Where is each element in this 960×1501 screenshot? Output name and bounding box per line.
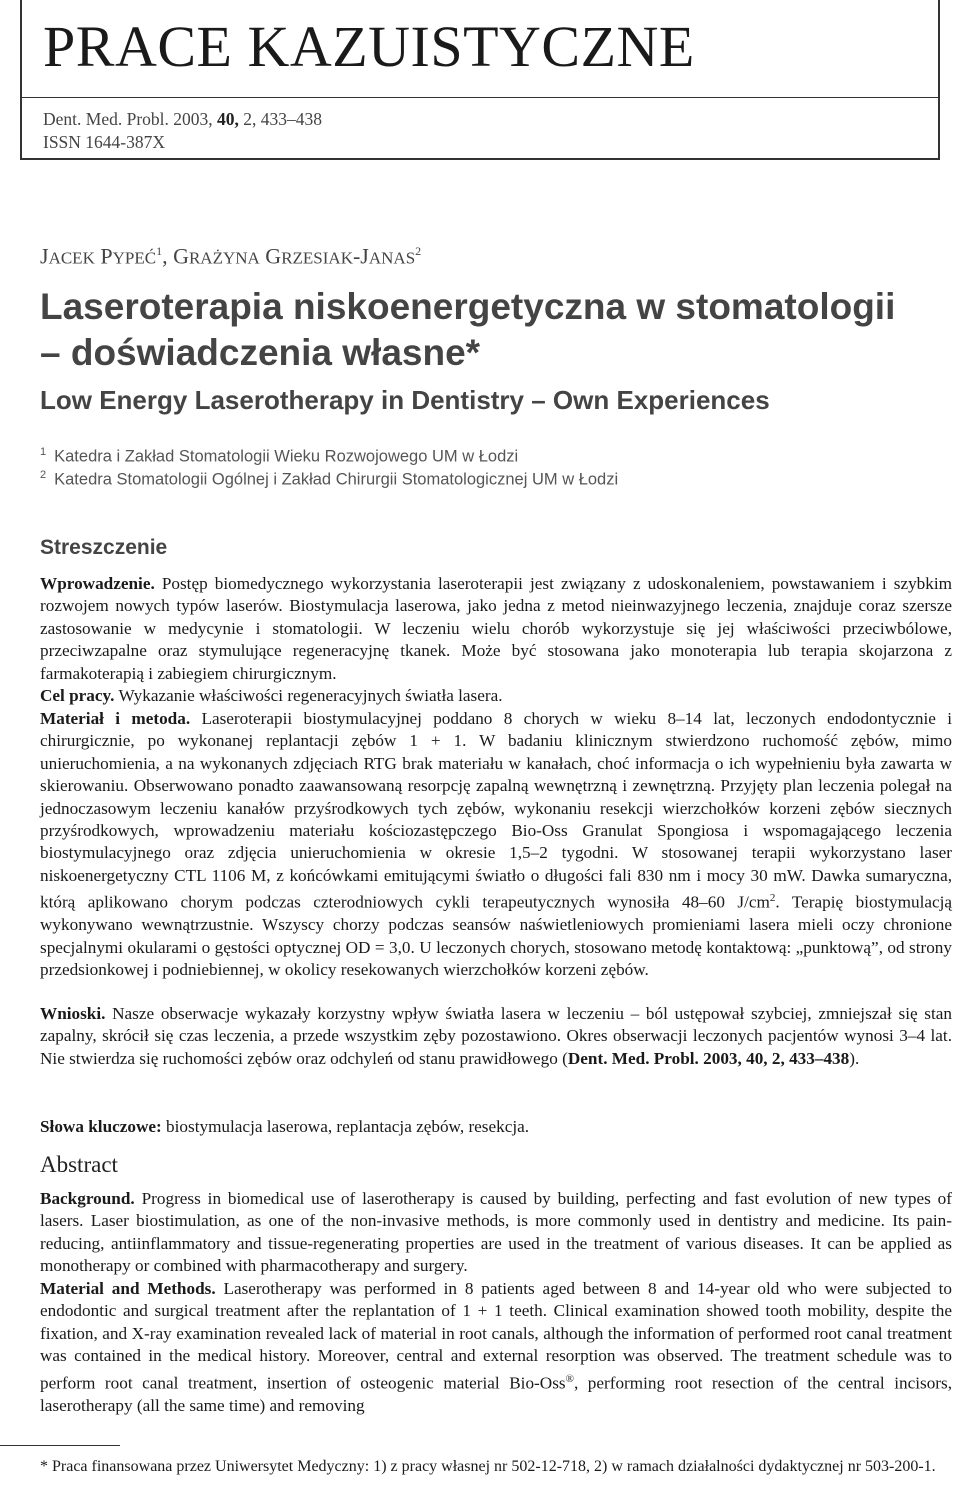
footnote: * Praca finansowana przez Uniwersytet Medyczny: 1) z pracy własnej nr 502-12-718, 2) w ramach działalności dydaktycznej nr 503-200-1.: [40, 1458, 936, 1475]
article-title-english: Low Energy Laserotherapy in Dentistry – Own Experiences: [40, 385, 770, 415]
header-divider: [22, 97, 938, 98]
journal-info: [43, 108, 322, 154]
journal-volume: 40,: [217, 109, 239, 129]
title-pl-line1: Laseroterapia niskoenergetyczna w stomatologii: [40, 286, 896, 327]
title-pl-line2: – doświadczenia własne*: [40, 332, 481, 373]
journal-year: 2003,: [173, 109, 213, 129]
streszczenie-aim: Cel pracy. Wykazanie właściwości regeneracyjnych światła lasera.: [40, 686, 503, 705]
streszczenie-heading: Streszczenie: [40, 536, 168, 559]
affiliation-2: $^2$ Katedra Stomatologii Ogólnej i Zakład Chirurgii Stomatologicznej UM w Łodzi: [40, 469, 619, 489]
streszczenie-conclusions: Wnioski. Nasze obserwacje wykazały korzystny wpływ światła lasera w leczeniu – ból ustępował szybciej, zmniejszał się stan zapalny, skrócił się czas leczenia, a przede wszystkim zęby pozostawiono. Okres obserwacji leczonych pacjentów wynosi 3–4 lat. Nie stwierdza się ruchomości zębów oraz odchyleń od stanu prawidłowego (Dent. Med. Probl. 2003, 40, 2, 433–438).: [40, 1004, 952, 1068]
abstract-background: Background. Progress in biomedical use of laserotherapy is caused by building, perfecting and fast evolution of new types of lasers. Laser biostimulation, as one of the non-invasive methods, is more commonly used in dentistry and medicine. Its pain-reducing, antiinflammatory and tissue-regenerating properties are used in the treatment of various diseases. It can be applied as monotherapy or combined with pharmacotherapy and surgery.: [40, 1189, 952, 1276]
footnote-rule: [0, 1445, 120, 1446]
keywords: Słowa kluczowe: biostymulacja laserowa, replantacja zębów, resekcja.: [40, 1117, 530, 1136]
journal-issn: ISSN 1644-387X: [43, 132, 166, 152]
header-box: [20, 0, 940, 160]
section-title: PRACE KAZUISTYCZNE: [43, 14, 695, 79]
abstract-heading: Abstract: [40, 1152, 118, 1177]
streszczenie-intro: Wprowadzenie. Postęp biomedycznego wykorzystania laseroterapii jest związany z udoskonaleniem, powstawaniem i szybkim rozwojem nowych typów laserów. Biostymulacja laserowa, jako jedna z metod nieinwazyjnego leczenia, znajduje coraz szersze zastosowanie w medycynie i stomatologii. W leczeniu wielu chorób wykorzystuje się jej właściwości przeciwbólowe, przeciwzapalne oraz stymulujące regeneracyjnę tkanek. Może być stosowana jako monoterapia lub terapia skojarzona z farmakoterapią i zabiegiem chirurgicznym.: [40, 574, 952, 683]
journal-abbr: Dent. Med. Probl.: [43, 109, 169, 129]
article-title-polish: [40, 284, 895, 376]
authors: JACEK PYPEĆ$^1$, GRAŻYNA GRZESIAK-JANAS$^2$: [40, 243, 422, 269]
streszczenie-methods: Materiał i metoda. Laseroterapii biostymulacyjnej poddano 8 chorych w wieku 8–14 lat, leczonych endodontycznie i chirurgicznie, po wykonanej replantacji zębów 1 + 1. W badaniu klinicznym stwierdzono ruchomość zębów, mimo unieruchomienia, a na wykonanych zdjęciach RTG brak materiału w kanałach, choć informacja o ich wypełnieniu była zawarta w skierowaniu. Obserwowano ponadto zaawansowaną resorpcję zapalną wewnętrzną i zewnętrzną. Przyjęty plan leczenia polegał na jednoczasowym leczeniu kanałów przyśrodkowych tych zębów, wykonaniu resekcji wierzchołków korzeni zębów siecznych przyśrodkowych, wprowadzeniu materiału kościozastępczego Bio-Oss Granulat Spongiosa i wspomagającego leczenia biostymulacyjnego oraz zdjęcia unieruchomienia w okresie 1,5–2 tygodni. W stosowanej terapii wykorzystano laser niskoenergetyczny CTL 1106 M, z końcówkami emitującymi światło o długości fali 830 nm i mocy 30 mW. Dawka sumaryczna, którą aplikowano chorym podczas czterodniowych cykli terapeutycznych wynosiła 48–60 $J/cm^2$. Terapię biostymulacją wykonywano wewnątrzustnie. Wszyscy chorzy podczas seansów naświetleniowych promieniami lasera mieli oczy chronione specjalnymi okularami o gęstości optycznej OD = 3,0. U leczonych chorych, stosowano metodę kontaktową: „punktową”, od strony przedsionkowej i podniebiennej, w okolicy resekowanych wierzchołków korzeni zębów.: [40, 709, 953, 980]
affiliation-1: $^1$ Katedra i Zakład Stomatologii Wieku Rozwojowego UM w Łodzi: [40, 446, 519, 466]
journal-issue-pages: 2, 433–438: [243, 109, 323, 129]
abstract-methods: Material and Methods. Laserotherapy was performed in 8 patients aged between 8 and 14-year old who were subjected to endodontic and surgical treatment after the replantation of 1 + 1 teeth. Clinical examination showed tooth mobility, despite the fixation, and X-ray examination revealed lack of material in root canals, although the information of performed root canal treatment was contained in the medical history. Moreover, central and external resorption was observed. The treatment schedule was to perform root canal treatment, insertion of osteogenic material Bio-Oss®, performing root resection of the central incisors, laserotherapy (all the same time) and removing: [40, 1279, 953, 1415]
